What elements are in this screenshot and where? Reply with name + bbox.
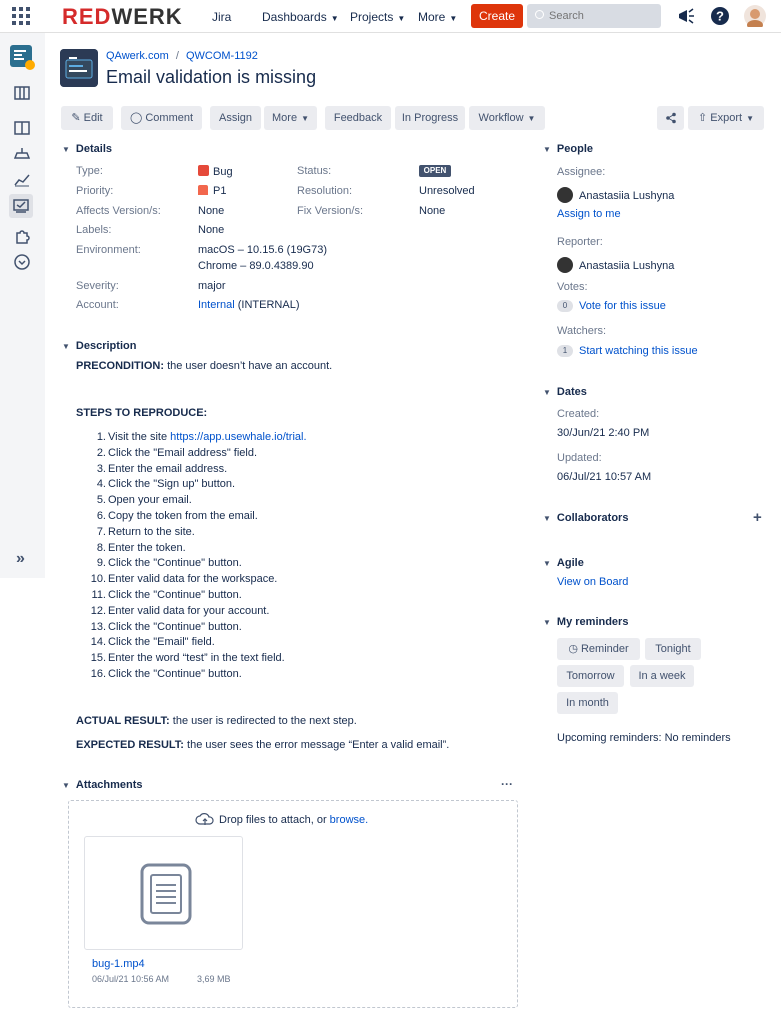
step-number: 14. <box>90 636 106 649</box>
severity-value[interactable]: major <box>198 280 226 292</box>
step-text: Click the "Continue" button. <box>108 588 242 601</box>
step-number: 12. <box>90 604 106 617</box>
step-number: 11. <box>91 588 106 601</box>
browse-link[interactable]: browse. <box>329 814 369 826</box>
resolution-value: Unresolved <box>419 185 475 197</box>
actual-result-text: the user is redirected to the next step. <box>172 715 357 727</box>
chevron-down-icon: ▼ <box>527 114 536 123</box>
attachments-more-icon[interactable]: ··· <box>501 777 513 791</box>
attachments-section-header[interactable] <box>62 779 143 791</box>
chevron-down-icon: ▼ <box>543 559 551 568</box>
export-icon: ⇧ <box>698 112 711 124</box>
dates-section-header[interactable] <box>543 386 587 398</box>
steps-heading: STEPS TO REPRODUCE: <box>76 407 208 419</box>
list-item <box>76 477 307 493</box>
reminders-section-header[interactable] <box>543 616 628 628</box>
list-item <box>76 667 307 683</box>
list-item <box>76 541 307 557</box>
announcement-icon[interactable] <box>676 6 696 26</box>
chevron-down-icon: ▼ <box>746 114 754 123</box>
labels-value[interactable]: None <box>198 224 225 236</box>
list-item <box>76 572 307 588</box>
type-value[interactable] <box>198 165 233 178</box>
nav-dashboards[interactable] <box>262 10 339 24</box>
chevron-down-icon: ▼ <box>62 145 70 154</box>
board-icon[interactable] <box>12 83 32 103</box>
actual-result <box>76 715 357 727</box>
search-icon <box>535 10 544 19</box>
breadcrumb-separator: / <box>175 50 179 62</box>
environment-label: Environment: <box>76 244 141 256</box>
chevron-down-icon: ▼ <box>62 342 70 351</box>
nav-more[interactable] <box>418 10 457 24</box>
in-progress-button[interactable]: In Progress <box>395 106 465 130</box>
step-text: Return to the site. <box>108 525 195 538</box>
more-button[interactable] <box>264 106 317 130</box>
expected-result-text: the user sees the error message “Enter a valid email”. <box>187 739 450 751</box>
chevron-down-icon: ▼ <box>397 14 406 23</box>
watchers-label: Watchers: <box>557 325 607 337</box>
export-button[interactable] <box>688 106 764 130</box>
priority-label: Priority: <box>76 185 114 197</box>
step-text: Enter the email address. <box>108 462 228 475</box>
nav-projects[interactable] <box>350 10 405 24</box>
reports-icon[interactable] <box>12 170 32 190</box>
chevron-down-icon: ▼ <box>62 781 70 790</box>
chevron-down-icon: ▼ <box>543 514 551 523</box>
brand-logo-dark: WERK <box>111 4 183 29</box>
attachments-heading: Attachments <box>75 779 143 791</box>
list-item <box>76 635 307 651</box>
clock-icon: ◷ <box>568 643 581 655</box>
project-sidebar <box>0 33 45 578</box>
brand-logo-red: RED <box>62 4 112 29</box>
list-item <box>76 430 307 446</box>
project-logo-icon[interactable] <box>60 49 98 87</box>
affects-version-label: Affects Version/s: <box>76 205 161 217</box>
step-number: 15. <box>90 652 106 665</box>
avatar <box>557 187 573 203</box>
votes-count-badge: 0 <box>557 300 573 312</box>
step-number: 13. <box>90 620 106 633</box>
history-icon[interactable] <box>12 252 32 272</box>
step-number: 16. <box>90 667 106 680</box>
step-number: 7. <box>96 525 106 538</box>
reminder-tonight-button[interactable]: Tonight <box>645 638 701 660</box>
steps-list <box>76 430 307 683</box>
step-text: Enter the word “test” in the text field. <box>108 652 285 665</box>
add-collaborator-icon[interactable]: + <box>753 509 762 526</box>
type-value-text: Bug <box>213 166 233 178</box>
watchers-count-badge: 1 <box>557 345 573 357</box>
precondition-label: PRECONDITION: <box>76 360 164 372</box>
account-link[interactable]: Internal <box>198 299 235 311</box>
list-item <box>76 493 307 509</box>
step-text: Open your email. <box>108 494 192 507</box>
precondition-text: the user doesn’t have an account. <box>167 360 333 372</box>
fix-version-label: Fix Version/s: <box>297 205 364 217</box>
reminder-week-button[interactable]: In a week <box>630 665 694 687</box>
agile-heading: Agile <box>556 557 584 569</box>
collaborators-section-header[interactable] <box>543 512 628 524</box>
status-label: Status: <box>297 165 332 177</box>
step-text: Enter valid data for the workspace. <box>108 573 278 586</box>
drop-files-label: Drop files to attach, or <box>219 814 327 826</box>
priority-value-text: P1 <box>213 185 227 197</box>
votes-label: Votes: <box>557 281 588 293</box>
dates-heading: Dates <box>556 386 587 398</box>
chevron-down-icon: ▼ <box>543 618 551 627</box>
bug-icon <box>198 165 209 176</box>
agile-section-header[interactable] <box>543 557 584 569</box>
chevron-down-icon: ▼ <box>543 145 551 154</box>
chevron-down-icon: ▼ <box>301 114 309 123</box>
description-heading: Description <box>75 340 137 352</box>
edit-label: Edit <box>83 112 103 124</box>
comment-button[interactable] <box>121 106 202 130</box>
edit-button[interactable] <box>61 106 113 130</box>
reminder-tomorrow-button[interactable]: Tomorrow <box>557 665 624 687</box>
environment-line-1: macOS – 10.15.6 (19G73) <box>198 244 328 256</box>
affects-version-value[interactable]: None <box>198 205 225 217</box>
account-label: Account: <box>76 299 119 311</box>
attachment-thumbnail[interactable] <box>84 836 243 950</box>
assignee-name: Anastasiia Lushyna <box>579 189 675 202</box>
step-text: Visit the site <box>108 431 171 443</box>
details-heading: Details <box>75 143 112 155</box>
chevron-down-icon: ▼ <box>543 388 551 397</box>
actual-result-label: ACTUAL RESULT: <box>76 715 170 727</box>
description-section-header[interactable] <box>62 340 136 352</box>
people-heading: People <box>556 143 593 155</box>
labels-label: Labels: <box>76 224 112 236</box>
step-number: 8. <box>96 541 106 554</box>
assign-to-me-link[interactable]: Assign to me <box>557 208 621 220</box>
more-label: More <box>272 112 298 124</box>
step-text: Click the "Sign up" button. <box>108 478 236 491</box>
step-number: 3. <box>96 462 106 475</box>
account-suffix: (INTERNAL) <box>237 299 300 311</box>
step-text: Click the "Continue" button. <box>108 557 242 570</box>
comment-label: Comment <box>145 112 194 124</box>
step-number: 2. <box>96 446 106 459</box>
assign-button[interactable]: Assign <box>210 106 261 130</box>
nav-projects-label: Projects <box>350 10 394 24</box>
step-number: 9. <box>96 557 106 570</box>
fix-version-value[interactable]: None <box>419 205 446 217</box>
nav-more-label: More <box>418 10 446 24</box>
workflow-button[interactable] <box>469 106 545 130</box>
breadcrumb-issue-link[interactable]: QWCOM-1192 <box>185 50 258 62</box>
step-text: Click the "Continue" button. <box>108 667 242 680</box>
drop-files-text <box>195 812 368 826</box>
svg-text:?: ? <box>716 8 724 24</box>
breadcrumb-project-link[interactable]: QAwerk.com <box>106 50 169 62</box>
view-on-board-link[interactable]: View on Board <box>557 576 629 588</box>
backlog-icon[interactable] <box>12 118 32 138</box>
people-section-header[interactable] <box>543 143 593 155</box>
issues-icon[interactable] <box>9 194 33 218</box>
assignee-label: Assignee: <box>557 166 606 178</box>
list-item <box>76 462 307 478</box>
comment-icon: ◯ <box>129 112 146 124</box>
search-input[interactable] <box>527 4 661 28</box>
share-icon <box>665 112 677 124</box>
reporter-value[interactable] <box>557 258 674 274</box>
step-text: Enter valid data for your account. <box>108 604 270 617</box>
app-switcher-icon[interactable] <box>12 7 30 25</box>
details-section-header[interactable] <box>62 143 112 155</box>
step-number: 1. <box>96 431 106 443</box>
step-number: 4. <box>96 478 106 491</box>
chevron-down-icon: ▼ <box>330 14 339 23</box>
updated-label: Updated: <box>557 452 602 464</box>
issue-title[interactable]: Email validation is missing <box>106 67 317 87</box>
top-nav-bar <box>0 0 781 33</box>
reminder-button[interactable] <box>557 638 640 660</box>
pencil-icon: ✎ <box>71 112 84 124</box>
account-value <box>198 299 300 311</box>
expected-result-label: EXPECTED RESULT: <box>76 739 184 751</box>
reporter-label: Reporter: <box>557 236 603 248</box>
precondition <box>76 360 332 372</box>
list-item <box>76 556 307 572</box>
cloud-upload-icon <box>195 812 215 826</box>
created-value: 30/Jun/21 2:40 PM <box>557 427 650 439</box>
nav-dashboards-label: Dashboards <box>262 10 327 24</box>
product-name: Jira <box>212 10 232 24</box>
document-icon <box>140 863 192 925</box>
step-text: Enter the token. <box>108 541 186 554</box>
attachment-size: 3,69 MB <box>197 974 231 984</box>
list-item <box>76 651 307 667</box>
step-text: Copy the token from the email. <box>108 509 258 522</box>
trial-site-link[interactable]: https://app.usewhale.io/trial. <box>170 431 307 443</box>
upcoming-reminders: Upcoming reminders: No reminders <box>557 732 731 744</box>
step-text: Click the "Email" field. <box>108 636 215 649</box>
step-number: 5. <box>96 494 106 507</box>
vote-link[interactable]: Vote for this issue <box>579 300 666 312</box>
updated-value: 06/Jul/21 10:57 AM <box>557 471 652 483</box>
reminder-month-button[interactable]: In month <box>557 692 618 714</box>
export-label: Export <box>710 112 743 124</box>
releases-icon[interactable] <box>12 144 32 164</box>
list-item <box>76 620 307 636</box>
watch-link[interactable]: Start watching this issue <box>579 345 698 357</box>
user-avatar-icon[interactable] <box>744 5 766 27</box>
step-text: Click the "Continue" button. <box>108 620 242 633</box>
status-badge[interactable]: OPEN <box>419 165 451 177</box>
reminders-heading: My reminders <box>556 616 629 628</box>
expected-result <box>76 739 449 751</box>
expand-sidebar-icon[interactable]: » <box>16 550 25 567</box>
resolution-label: Resolution: <box>297 185 353 197</box>
step-text: Click the "Email address" field. <box>108 446 258 459</box>
list-item <box>76 525 307 541</box>
reporter-name: Anastasiia Lushyna <box>579 259 675 272</box>
share-button[interactable] <box>657 106 684 130</box>
brand-logo[interactable] <box>62 4 183 30</box>
attachment-date: 06/Jul/21 10:56 AM <box>92 974 170 984</box>
project-avatar-icon[interactable] <box>10 45 36 71</box>
priority-icon <box>198 185 208 195</box>
step-number: 6. <box>96 509 106 522</box>
breadcrumb <box>106 50 258 62</box>
environment-line-2: Chrome – 89.0.4389.90 <box>198 260 314 272</box>
chevron-down-icon: ▼ <box>449 14 458 23</box>
avatar <box>557 257 573 273</box>
type-label: Type: <box>76 165 103 177</box>
severity-label: Severity: <box>76 280 119 292</box>
attachment-file-link[interactable]: bug-1.mp4 <box>92 958 145 970</box>
created-label: Created: <box>557 408 600 420</box>
feedback-button[interactable]: Feedback <box>325 106 391 130</box>
collaborators-heading: Collaborators <box>556 512 629 524</box>
list-item <box>76 604 307 620</box>
priority-value[interactable] <box>198 185 226 197</box>
votes-value <box>557 300 666 312</box>
help-icon[interactable] <box>710 6 730 26</box>
watchers-value <box>557 345 698 357</box>
list-item <box>76 446 307 462</box>
addons-icon[interactable] <box>12 226 32 246</box>
step-number: 10. <box>90 573 106 586</box>
list-item <box>76 588 307 604</box>
list-item <box>76 509 307 525</box>
workflow-label: Workflow <box>478 112 524 124</box>
assignee-value[interactable] <box>557 188 674 204</box>
reminder-label: Reminder <box>580 643 629 655</box>
create-button[interactable]: Create <box>471 4 523 28</box>
